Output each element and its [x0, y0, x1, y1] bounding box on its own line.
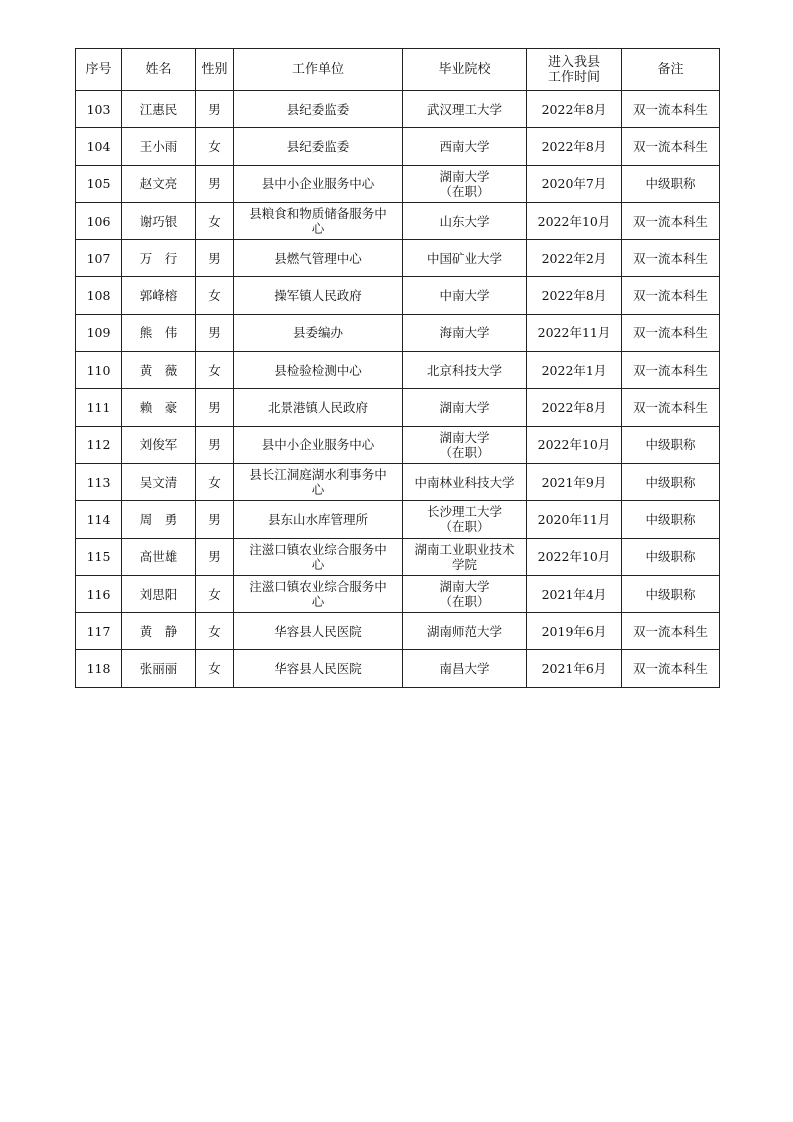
cell-no: 116 — [76, 575, 122, 612]
table-row — [76, 352, 720, 389]
cell-no: 117 — [76, 613, 122, 650]
cell-school-line1: 湖南工业职业技术 — [414, 541, 515, 557]
header-name: 姓名 — [122, 49, 196, 91]
cell-note: 中级职称 — [622, 426, 720, 463]
cell-name: 赵文亮 — [122, 165, 196, 202]
cell-note: 中级职称 — [622, 501, 720, 538]
cell-no: 118 — [76, 650, 122, 687]
cell-name: 江惠民 — [122, 91, 196, 128]
cell-school — [403, 501, 527, 538]
cell-name: 郭峰榕 — [122, 277, 196, 314]
cell-gender: 女 — [196, 277, 234, 314]
cell-time: 2022年8月 — [527, 389, 622, 426]
talent-table-container — [75, 48, 720, 688]
cell-unit-line1: 注滋口镇农业综合服务中 — [249, 541, 387, 557]
table-row — [76, 426, 720, 463]
cell-school — [403, 538, 527, 575]
cell-note: 中级职称 — [622, 165, 720, 202]
header-note: 备注 — [622, 49, 720, 91]
cell-gender: 男 — [196, 538, 234, 575]
cell-name: 吴文清 — [122, 463, 196, 500]
cell-school-line2: （在职） — [439, 444, 490, 460]
cell-name: 黄 静 — [122, 613, 196, 650]
cell-school: 武汉理工大学 — [403, 91, 527, 128]
cell-name: 王小雨 — [122, 128, 196, 165]
table-body — [76, 91, 720, 688]
cell-school: 湖南大学 — [403, 389, 527, 426]
header-no: 序号 — [76, 49, 122, 91]
cell-school-line1: 湖南大学 — [439, 579, 490, 594]
cell-unit: 北景港镇人民政府 — [234, 389, 403, 426]
cell-time: 2022年8月 — [527, 128, 622, 165]
cell-no: 104 — [76, 128, 122, 165]
table-row — [76, 501, 720, 538]
cell-gender: 男 — [196, 240, 234, 277]
cell-gender: 女 — [196, 650, 234, 687]
table-row — [76, 91, 720, 128]
cell-time: 2022年8月 — [527, 277, 622, 314]
cell-time: 2020年11月 — [527, 501, 622, 538]
cell-unit-line2: 心 — [311, 221, 325, 237]
cell-school — [403, 165, 527, 202]
cell-gender: 男 — [196, 501, 234, 538]
cell-unit: 县中小企业服务中心 — [234, 426, 403, 463]
cell-name: 熊 伟 — [122, 314, 196, 351]
table-row — [76, 389, 720, 426]
table-row — [76, 575, 720, 612]
cell-gender: 女 — [196, 128, 234, 165]
cell-no: 110 — [76, 352, 122, 389]
cell-gender: 女 — [196, 202, 234, 239]
cell-no: 114 — [76, 501, 122, 538]
cell-name: 谢巧银 — [122, 202, 196, 239]
cell-name: 张丽丽 — [122, 650, 196, 687]
cell-school — [403, 426, 527, 463]
table-row — [76, 128, 720, 165]
cell-note: 双一流本科生 — [622, 128, 720, 165]
cell-gender: 男 — [196, 426, 234, 463]
table-row — [76, 463, 720, 500]
cell-note: 中级职称 — [622, 575, 720, 612]
header-gender: 性别 — [196, 49, 234, 91]
cell-name: 刘思阳 — [122, 575, 196, 612]
cell-no: 108 — [76, 277, 122, 314]
cell-unit: 县燃气管理中心 — [234, 240, 403, 277]
cell-no: 112 — [76, 426, 122, 463]
cell-school-line2: （在职） — [439, 594, 490, 609]
cell-unit: 县纪委监委 — [234, 128, 403, 165]
cell-gender: 男 — [196, 314, 234, 351]
table-row — [76, 165, 720, 202]
cell-gender: 女 — [196, 463, 234, 500]
cell-name: 赖 豪 — [122, 389, 196, 426]
cell-name: 刘俊军 — [122, 426, 196, 463]
cell-unit-line2: 心 — [311, 594, 325, 609]
cell-unit — [234, 202, 403, 239]
cell-time: 2019年6月 — [527, 613, 622, 650]
cell-no: 103 — [76, 91, 122, 128]
table-row — [76, 202, 720, 239]
cell-time: 2020年7月 — [527, 165, 622, 202]
cell-unit: 县检验检测中心 — [234, 352, 403, 389]
cell-school-line1: 长沙理工大学 — [426, 504, 502, 520]
cell-time: 2022年11月 — [527, 314, 622, 351]
cell-school: 中南林业科技大学 — [403, 463, 527, 500]
cell-note: 中级职称 — [622, 463, 720, 500]
cell-unit: 县委编办 — [234, 314, 403, 351]
cell-note: 双一流本科生 — [622, 314, 720, 351]
table-row — [76, 538, 720, 575]
cell-school: 北京科技大学 — [403, 352, 527, 389]
cell-name: 高世雄 — [122, 538, 196, 575]
cell-unit-line2: 心 — [311, 482, 325, 498]
cell-name: 黄 薇 — [122, 352, 196, 389]
cell-note: 双一流本科生 — [622, 277, 720, 314]
table-row — [76, 613, 720, 650]
cell-no: 109 — [76, 314, 122, 351]
cell-note: 双一流本科生 — [622, 240, 720, 277]
cell-unit: 华容县人民医院 — [234, 613, 403, 650]
table-row — [76, 314, 720, 351]
cell-time: 2022年1月 — [527, 352, 622, 389]
cell-no: 113 — [76, 463, 122, 500]
cell-unit — [234, 463, 403, 500]
cell-time: 2022年2月 — [527, 240, 622, 277]
cell-no: 106 — [76, 202, 122, 239]
header-school: 毕业院校 — [403, 49, 527, 91]
cell-time: 2022年10月 — [527, 202, 622, 239]
cell-school: 西南大学 — [403, 128, 527, 165]
cell-unit: 县中小企业服务中心 — [234, 165, 403, 202]
cell-gender: 女 — [196, 613, 234, 650]
cell-school: 南昌大学 — [403, 650, 527, 687]
cell-note: 中级职称 — [622, 538, 720, 575]
cell-gender: 男 — [196, 389, 234, 426]
cell-no: 115 — [76, 538, 122, 575]
cell-note: 双一流本科生 — [622, 352, 720, 389]
cell-unit: 华容县人民医院 — [234, 650, 403, 687]
cell-name: 万 行 — [122, 240, 196, 277]
cell-school-line1: 湖南大学 — [439, 429, 490, 445]
table-header-row — [76, 49, 720, 91]
cell-gender: 男 — [196, 165, 234, 202]
header-time-line1: 进入我县 — [547, 54, 600, 70]
cell-unit-line1: 县粮食和物质储备服务中 — [249, 206, 387, 222]
header-time-line2: 工作时间 — [547, 69, 600, 85]
cell-school — [403, 575, 527, 612]
cell-time: 2022年8月 — [527, 91, 622, 128]
table-row — [76, 650, 720, 687]
cell-unit: 县纪委监委 — [234, 91, 403, 128]
header-unit: 工作单位 — [234, 49, 403, 91]
table-row — [76, 240, 720, 277]
cell-no: 107 — [76, 240, 122, 277]
cell-school-line2: 学院 — [451, 556, 477, 572]
cell-school-line2: （在职） — [439, 183, 490, 199]
cell-note: 双一流本科生 — [622, 91, 720, 128]
cell-unit-line2: 心 — [311, 556, 325, 572]
cell-school: 山东大学 — [403, 202, 527, 239]
cell-note: 双一流本科生 — [622, 389, 720, 426]
cell-time: 2022年10月 — [527, 538, 622, 575]
header-time — [527, 49, 622, 91]
cell-school-line1: 湖南大学 — [439, 168, 490, 184]
cell-school: 湖南师范大学 — [403, 613, 527, 650]
cell-no: 111 — [76, 389, 122, 426]
cell-unit: 操军镇人民政府 — [234, 277, 403, 314]
cell-no: 105 — [76, 165, 122, 202]
cell-name: 周 勇 — [122, 501, 196, 538]
cell-note: 双一流本科生 — [622, 202, 720, 239]
cell-school: 中南大学 — [403, 277, 527, 314]
cell-unit-line1: 县长江洞庭湖水利事务中 — [249, 467, 387, 483]
cell-time: 2022年10月 — [527, 426, 622, 463]
table-row — [76, 277, 720, 314]
cell-unit-line1: 注滋口镇农业综合服务中 — [249, 579, 387, 594]
cell-gender: 女 — [196, 575, 234, 612]
cell-school: 海南大学 — [403, 314, 527, 351]
cell-unit: 县东山水库管理所 — [234, 501, 403, 538]
cell-gender: 男 — [196, 91, 234, 128]
cell-unit — [234, 575, 403, 612]
cell-time: 2021年9月 — [527, 463, 622, 500]
cell-note: 双一流本科生 — [622, 650, 720, 687]
cell-note: 双一流本科生 — [622, 613, 720, 650]
cell-school: 中国矿业大学 — [403, 240, 527, 277]
cell-time: 2021年6月 — [527, 650, 622, 687]
cell-gender: 女 — [196, 352, 234, 389]
cell-unit — [234, 538, 403, 575]
cell-school-line2: （在职） — [439, 519, 490, 535]
cell-time: 2021年4月 — [527, 575, 622, 612]
talent-table — [75, 48, 720, 688]
